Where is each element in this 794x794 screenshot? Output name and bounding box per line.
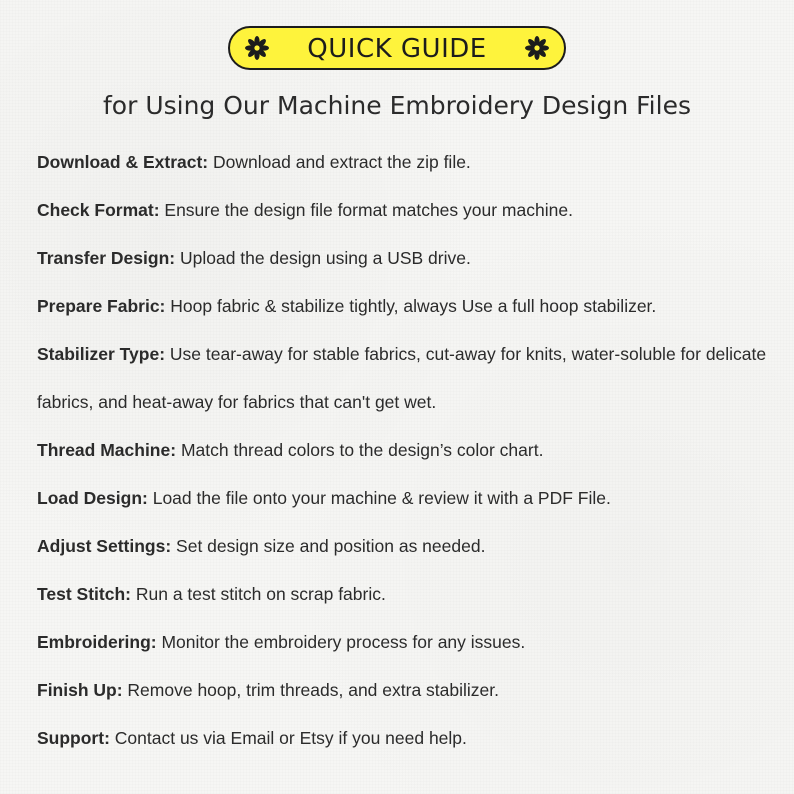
step-text: Ensure the design file format matches your machine. xyxy=(164,200,573,220)
step-text: Monitor the embroidery process for any issues. xyxy=(161,632,526,652)
step-label: Support: xyxy=(37,728,110,748)
step-label: Test Stitch: xyxy=(37,584,131,604)
step-label: Transfer Design: xyxy=(37,248,176,268)
step-label: Prepare Fabric: xyxy=(37,296,166,316)
step-prepare-fabric xyxy=(37,294,772,318)
step-thread-machine xyxy=(37,438,772,462)
step-label: Check Format: xyxy=(37,200,160,220)
step-text: Upload the design using a USB drive. xyxy=(179,248,471,268)
step-load-design xyxy=(37,486,772,510)
step-text: Match thread colors to the design’s color chart. xyxy=(180,440,544,460)
step-embroidering xyxy=(37,630,772,654)
guide-steps-list xyxy=(37,150,772,750)
step-label: Adjust Settings: xyxy=(37,536,172,556)
step-text: Download and extract the zip file. xyxy=(213,152,471,172)
step-label: Finish Up: xyxy=(37,680,123,700)
step-stabilizer-type xyxy=(37,330,772,426)
banner-title: QUICK GUIDE xyxy=(307,33,487,64)
step-label: Stabilizer Type: xyxy=(37,344,166,364)
step-text: Remove hoop, trim threads, and extra stabilizer. xyxy=(127,680,499,700)
quick-guide-banner xyxy=(228,26,566,70)
step-adjust-settings xyxy=(37,534,772,558)
step-label: Embroidering: xyxy=(37,632,157,652)
step-check-format xyxy=(37,198,772,222)
step-transfer-design xyxy=(37,246,772,270)
step-text: Use tear-away for stable fabrics, cut-away for knits, water-soluble for delicate fabrics, and heat-away for fabrics that can't get wet. xyxy=(37,344,767,412)
step-label: Thread Machine: xyxy=(37,440,177,460)
subtitle: for Using Our Machine Embroidery Design Files xyxy=(103,91,691,120)
step-test-stitch xyxy=(37,582,772,606)
step-finish-up xyxy=(37,678,772,702)
step-text: Contact us via Email or Etsy if you need help. xyxy=(114,728,467,748)
step-label: Download & Extract: xyxy=(37,152,209,172)
step-text: Run a test stitch on scrap fabric. xyxy=(135,584,386,604)
step-text: Load the file onto your machine & review it with a PDF File. xyxy=(152,488,611,508)
step-label: Load Design: xyxy=(37,488,148,508)
step-support xyxy=(37,726,772,750)
flower-icon xyxy=(524,35,550,61)
flower-icon xyxy=(244,35,270,61)
step-download-extract xyxy=(37,150,772,174)
step-text: Set design size and position as needed. xyxy=(176,536,486,556)
step-text: Hoop fabric & stabilize tightly, always Use a full hoop stabilizer. xyxy=(170,296,657,316)
